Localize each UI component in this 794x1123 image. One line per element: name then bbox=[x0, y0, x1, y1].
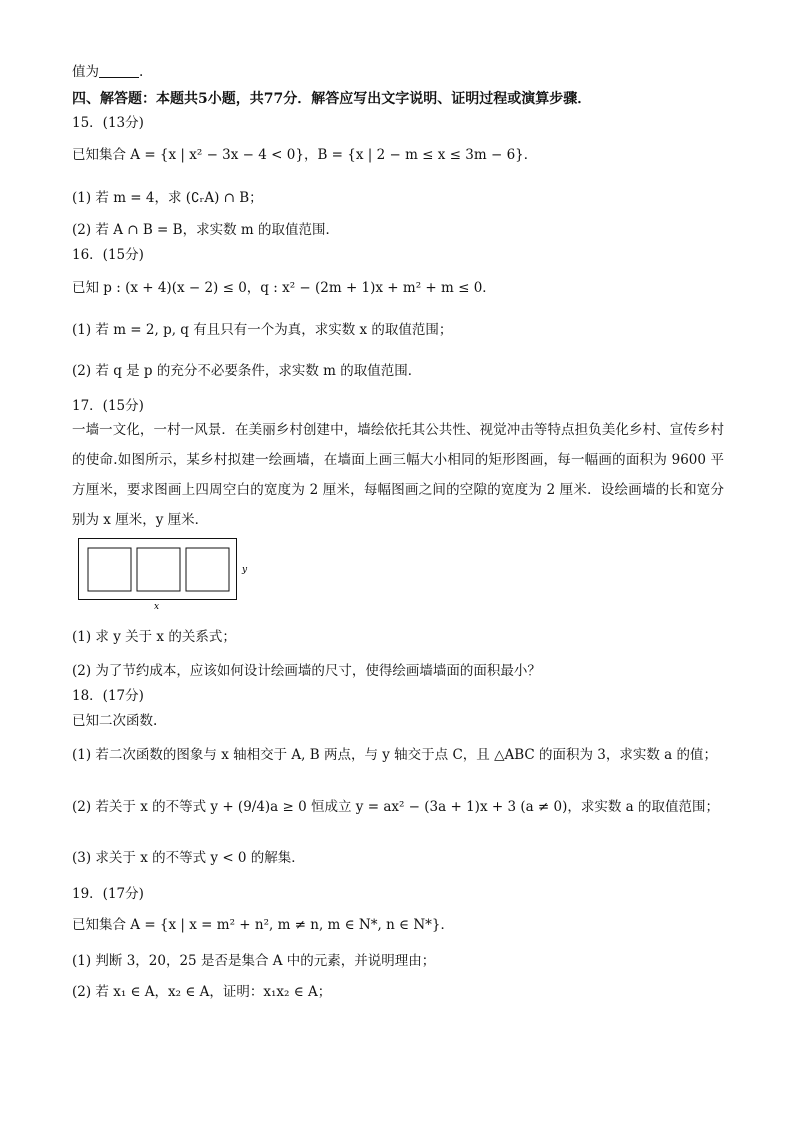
wall-figure bbox=[78, 538, 248, 613]
q19-part1: (1) 判断 3，20，25 是否是集合 A 中的元素，并说明理由； bbox=[72, 953, 436, 969]
q15-part2: (2) 若 A ∩ B = B，求实数 m 的取值范围． bbox=[72, 222, 339, 238]
q18-part1: (1) 若二次函数的图象与 x 轴相交于 A, B 两点，与 y 轴交于点 C，且 △ABC 的面积为 3，求实数 a 的值； bbox=[72, 747, 717, 763]
q17-number: 17．(15分) bbox=[72, 398, 144, 414]
previous-question-tail bbox=[72, 62, 143, 82]
q18-number: 18．(17分) bbox=[72, 688, 144, 704]
label-y: y bbox=[242, 565, 248, 575]
picture-2 bbox=[137, 548, 180, 591]
q18-stem: 已知二次函数. bbox=[72, 713, 158, 729]
q15-stem: 已知集合 A = {x | x² − 3x − 4 < 0}，B = {x | 2 − m ≤ x ≤ 3m − 6}． bbox=[72, 147, 538, 163]
q18-part3: (3) 求关于 x 的不等式 y < 0 的解集． bbox=[72, 850, 305, 866]
q16-part2: (2) 若 q 是 p 的充分不必要条件，求实数 m 的取值范围． bbox=[72, 363, 422, 379]
q19-stem: 已知集合 A = {x | x = m² + n², m ≠ n, m ∈ N*, n ∈ N*}． bbox=[72, 917, 454, 933]
q17-part1: (1) 求 y 关于 x 的关系式； bbox=[72, 629, 236, 645]
q18-part2: (2) 若关于 x 的不等式 y + (9/4)a ≥ 0 恒成立 y = ax² − (3a + 1)x + 3 (a ≠ 0)，求实数 a 的取值范围； bbox=[72, 799, 720, 815]
section-header: 四、解答题：本题共5小题，共77分．解答应写出文字说明、证明过程或演算步骤． bbox=[72, 91, 592, 107]
q15-number: 15．(13分) bbox=[72, 115, 144, 131]
fill-suffix: . bbox=[139, 64, 144, 80]
fill-prefix: 值为 bbox=[72, 64, 99, 80]
answer-blank bbox=[99, 63, 139, 78]
picture-3 bbox=[186, 548, 229, 591]
picture-1 bbox=[88, 548, 131, 591]
q15-part1: (1) 若 m = 4，求 (∁ᵣA) ∩ B； bbox=[72, 190, 263, 206]
q16-number: 16．(15分) bbox=[72, 247, 144, 263]
q19-part2: (2) 若 x₁ ∈ A，x₂ ∈ A，证明：x₁x₂ ∈ A； bbox=[72, 984, 332, 1000]
q17-stem: 一墙一文化，一村一风景．在美丽乡村创建中，墙绘依托其公共性、视觉冲击等特点担负美化乡村、宣传乡村的使命.如图所示，某乡村拟建一绘画墙，在墙面上画三幅大小相同的矩形图画，每一幅画的面积为 9600 平方厘米，要求图画上四周空白的宽度为 2 厘米，每幅图画之间的空隙的宽度为 2 厘米．设绘画墙的长和宽分别为 x 厘米，y 厘米． bbox=[72, 422, 724, 528]
q19-number: 19．(17分) bbox=[72, 886, 144, 902]
q16-stem: 已知 p : (x + 4)(x − 2) ≤ 0，q : x² − (2m + 1)x + m² + m ≤ 0． bbox=[72, 280, 496, 296]
q16-part1: (1) 若 m = 2, p, q 有且只有一个为真，求实数 x 的取值范围； bbox=[72, 322, 453, 338]
q17-part2: (2) 为了节约成本，应该如何设计绘画墙的尺寸，使得绘画墙墙面的面积最小？ bbox=[72, 663, 541, 679]
label-x: x bbox=[154, 602, 160, 612]
